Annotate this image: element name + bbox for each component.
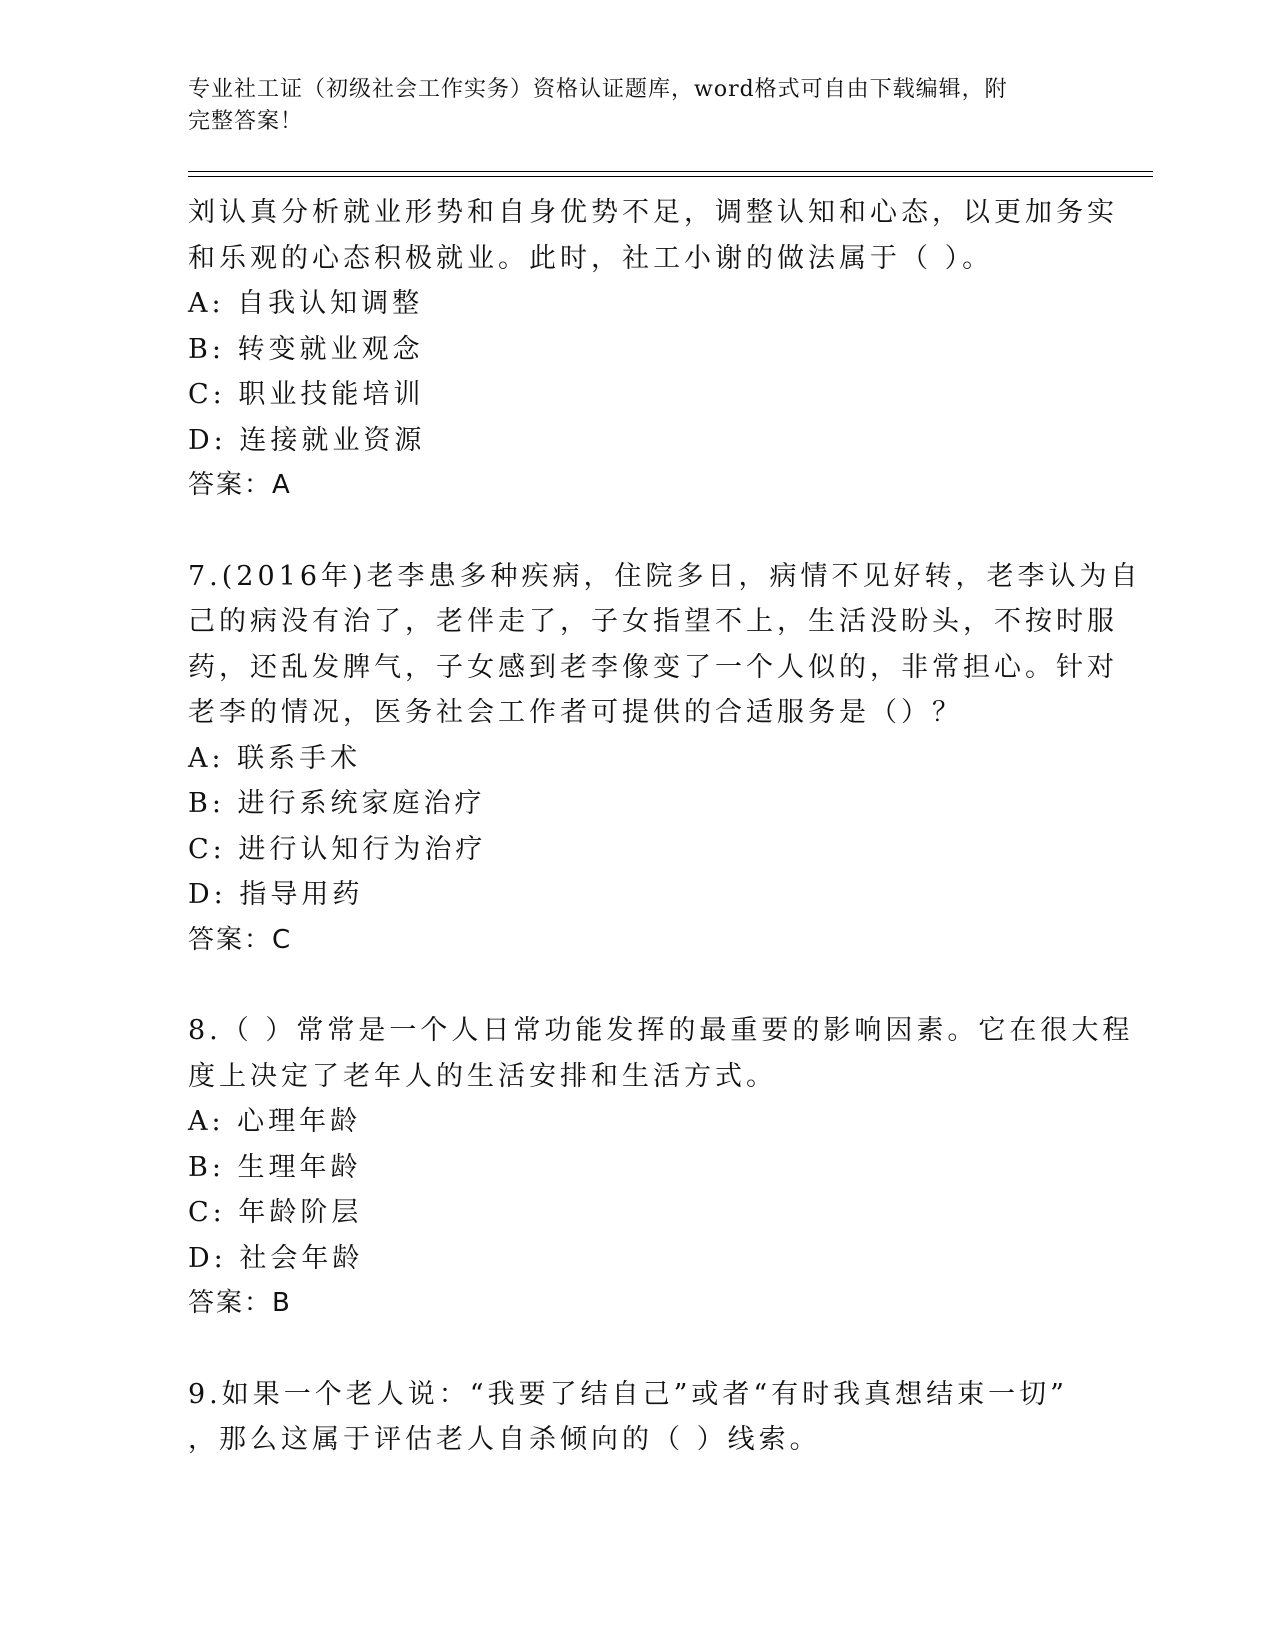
- header-line-2: 完整答案！: [188, 109, 304, 134]
- option-c: C: 进行认知行为治疗: [188, 833, 487, 865]
- document-header: [188, 74, 1068, 138]
- option-b: B: 转变就业观念: [188, 333, 424, 365]
- option-c: C: 职业技能培训: [188, 379, 425, 410]
- question-text-line: 刘认真分析就业形势和自身优势不足，调整认知和心态，以更加务实: [188, 197, 1118, 228]
- question-text-line: 7.(2016年)老李患多种疾病，住院多日，病情不见好转，老李认为自: [188, 560, 1142, 592]
- header-divider-bottom: [188, 176, 1153, 177]
- option-a: A: 联系手术: [188, 742, 362, 774]
- question-text-line: 药，还乱发脾气，子女感到老李像变了一个人似的，非常担心。针对: [188, 651, 1118, 683]
- question-6: [188, 190, 1118, 509]
- option-b: B: 进行系统家庭治疗: [188, 788, 486, 819]
- question-8: [188, 1008, 1134, 1327]
- question-text-line: 和乐观的心态积极就业。此时，社工小谢的做法属于（ ）。: [188, 242, 994, 274]
- option-a: A: 自我认知调整: [188, 288, 424, 319]
- answer-label: 答案：A: [188, 470, 292, 500]
- question-text-line: 老李的情况，医务社会工作者可提供的合适服务是（）？: [188, 697, 963, 728]
- question-text-line: 8.（ ）常常是一个人日常功能发挥的最重要的影响因素。它在很大程: [188, 1015, 1134, 1046]
- answer-label: 答案：C: [188, 924, 293, 955]
- question-text-line: 己的病没有治了，老伴走了，子女指望不上，生活没盼头，不按时服: [188, 606, 1118, 637]
- option-b: B: 生理年龄: [188, 1151, 362, 1183]
- option-a: A: 心理年龄: [188, 1106, 362, 1137]
- question-7: [188, 554, 1142, 964]
- question-text-line: 度上决定了老年人的生活安排和生活方式。: [188, 1060, 777, 1092]
- header-line-1: 专业社工证（初级社会工作实务）资格认证题库，word格式可自由下载编辑，附: [188, 77, 1008, 102]
- option-d: D: 指导用药: [188, 879, 364, 910]
- question-text-line: 9.如果一个老人说：“我要了结自己”或者“有时我真想结束一切”: [188, 1378, 1068, 1410]
- answer-label: 答案：B: [188, 1288, 292, 1318]
- option-d: D: 社会年龄: [188, 1242, 364, 1274]
- option-c: C: 年龄阶层: [188, 1197, 363, 1228]
- question-text-line: ，那么这属于评估老人自杀倾向的（ ）线索。: [188, 1424, 821, 1455]
- option-d: D: 连接就业资源: [188, 424, 426, 456]
- header-divider-top: [188, 171, 1153, 172]
- question-9: [188, 1372, 1088, 1463]
- question-list: [188, 190, 1142, 1463]
